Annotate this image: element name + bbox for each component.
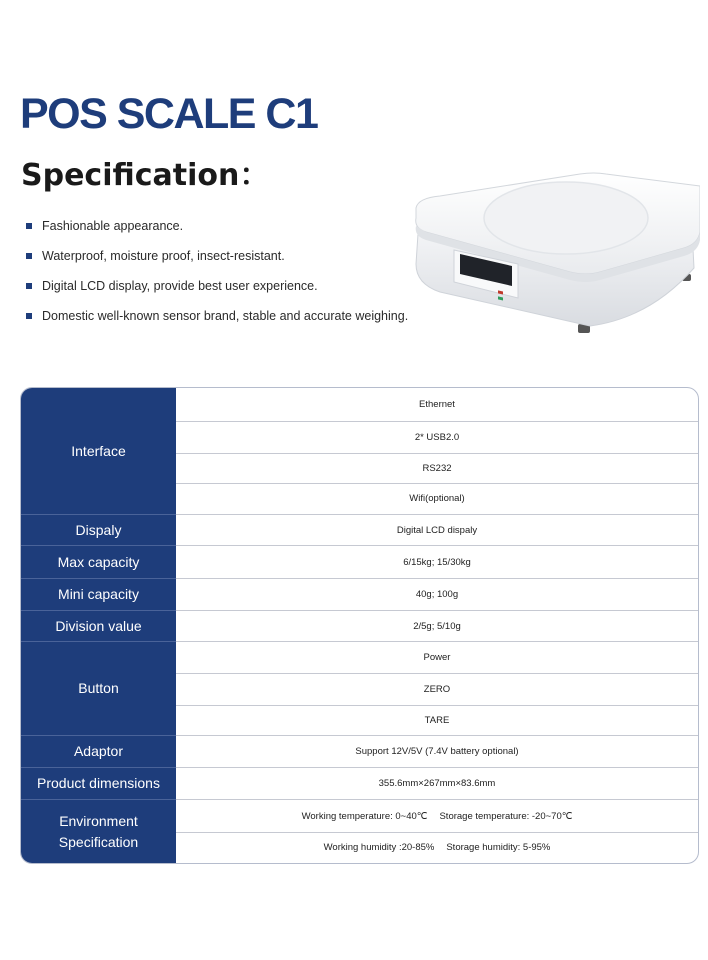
cell-value: 2* USB2.0 — [414, 431, 460, 443]
feature-item: Domestic well-known sensor brand, stable and accurate weighing. — [26, 306, 408, 336]
row-label: Dispaly — [21, 515, 176, 545]
specification-table — [20, 387, 699, 864]
table-row-interface — [21, 388, 698, 514]
cell-value: Support 12V/5V (7.4V battery optional) — [355, 746, 519, 757]
cell-value: Power — [423, 652, 451, 663]
cell-value: RS232 — [422, 462, 452, 474]
table-row-button — [21, 642, 698, 735]
working-humidity: Working humidity :20-85% — [323, 842, 435, 853]
table-row-adaptor — [21, 736, 698, 767]
specification-heading: Specification： — [21, 158, 270, 193]
feature-item: Fashionable appearance. — [26, 216, 408, 246]
square-bullet-icon — [26, 313, 32, 319]
storage-humidity: Storage humidity: 5-95% — [446, 842, 551, 853]
cell-value: 40g; 100g — [415, 589, 459, 600]
storage-temperature: Storage temperature: -20~70℃ — [439, 810, 573, 822]
table-row-division-value — [21, 611, 698, 641]
square-bullet-icon — [26, 253, 32, 259]
row-label: Adaptor — [21, 736, 176, 767]
square-bullet-icon — [26, 283, 32, 289]
cell-value: 355.6mm×267mm×83.6mm — [378, 778, 496, 789]
row-label: Mini capacity — [21, 579, 176, 610]
table-row-max-capacity — [21, 546, 698, 578]
feature-item: Waterproof, moisture proof, insect-resistant. — [26, 246, 408, 276]
row-label: Product dimensions — [21, 768, 176, 799]
feature-list — [26, 216, 408, 336]
cell-value: TARE — [424, 714, 450, 726]
square-bullet-icon — [26, 223, 32, 229]
table-row-mini-capacity — [21, 579, 698, 610]
cell-value: 6/15kg; 15/30kg — [403, 556, 471, 568]
row-label: Interface — [21, 388, 176, 514]
table-row-display — [21, 515, 698, 545]
pos-scale-product-image — [410, 168, 700, 340]
table-row-product-dimensions — [21, 768, 698, 799]
row-label: Button — [21, 642, 176, 735]
feature-item: Digital LCD display, provide best user experience. — [26, 276, 408, 306]
cell-value: Digital LCD dispaly — [396, 524, 478, 536]
row-label: Environment Specification — [21, 800, 176, 863]
cell-value: Ethernet — [419, 399, 455, 410]
cell-value: Wifi(optional) — [409, 493, 465, 504]
page-title: POS SCALE C1 — [20, 90, 318, 138]
row-label: Max capacity — [21, 546, 176, 578]
cell-value: ZERO — [423, 683, 451, 695]
cell-value — [176, 800, 698, 832]
row-label: Division value — [21, 611, 176, 641]
working-temperature: Working temperature: 0~40℃ — [301, 810, 428, 822]
cell-value — [176, 832, 698, 863]
cell-value: 2/5g; 5/10g — [413, 620, 461, 632]
